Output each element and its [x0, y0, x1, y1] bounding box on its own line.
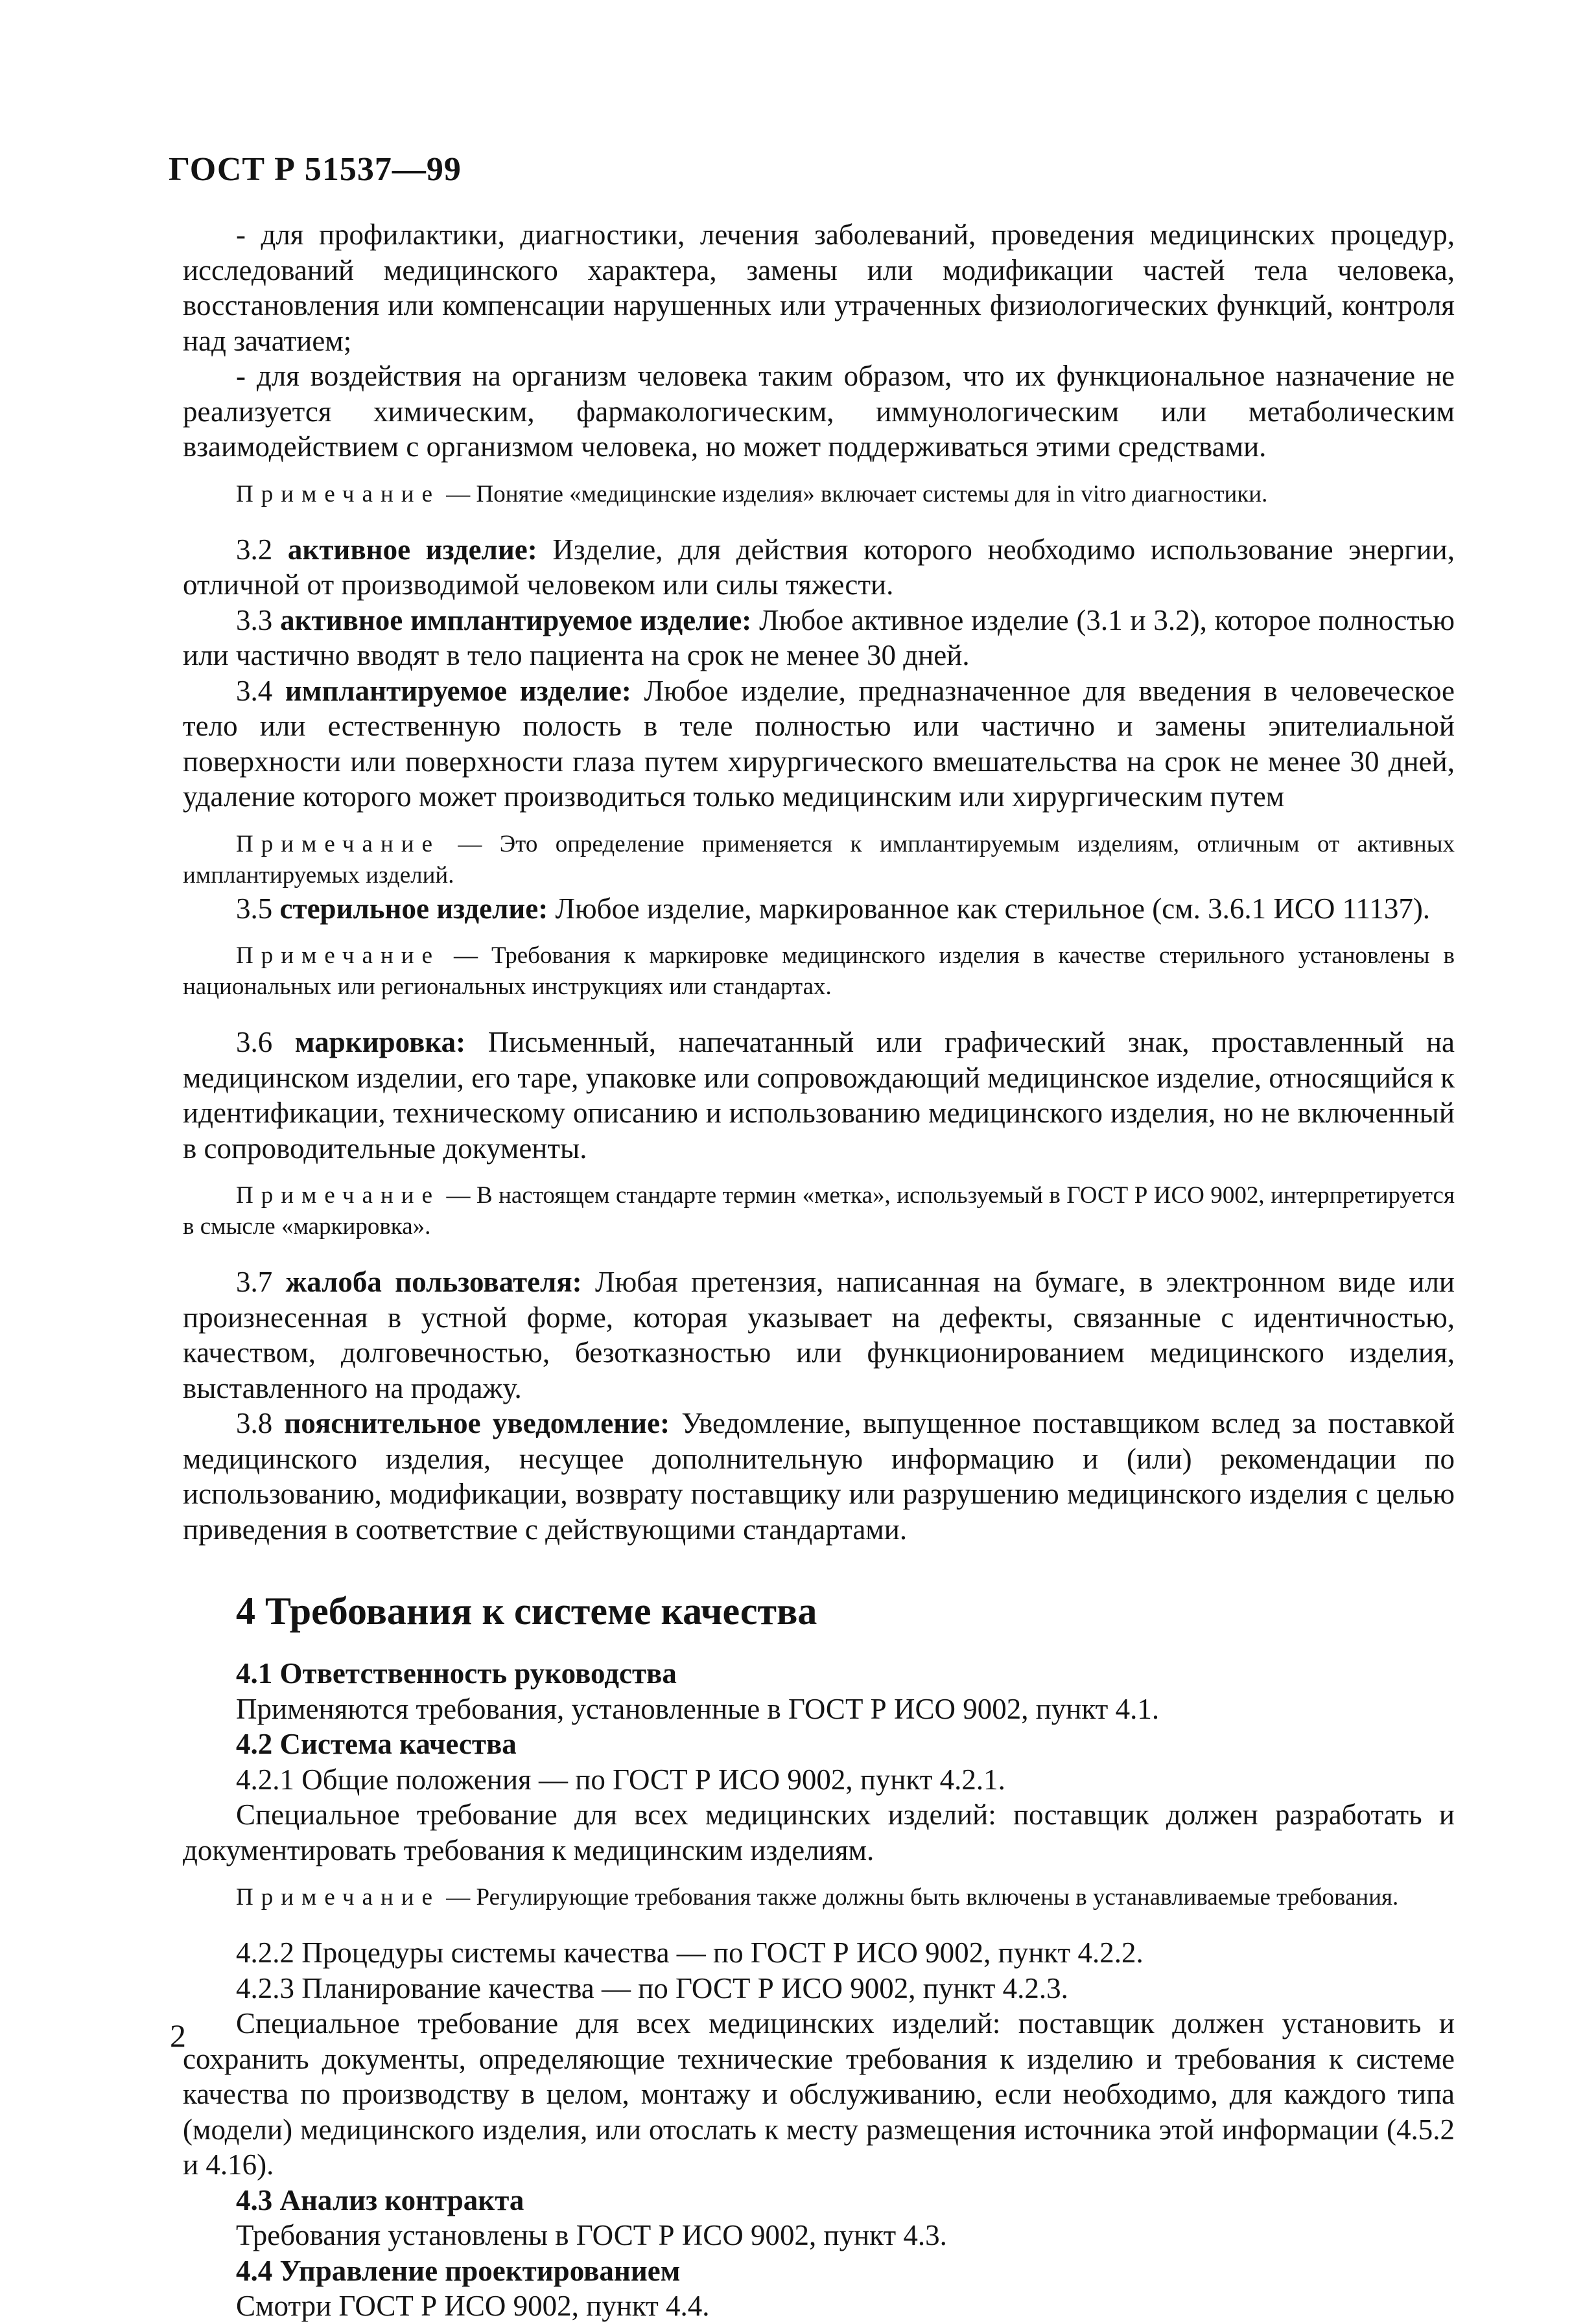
clause-number: 3.2 [236, 533, 273, 566]
note-paragraph [183, 1882, 1455, 1913]
standard-code-header: ГОСТ Р 51537—99 [169, 151, 462, 188]
note-label: Примечание [236, 480, 440, 507]
definition-text: Изделие, для действия которого необходимо использование энергии, отличной от производимой человеком или силы тяжести. [183, 533, 1455, 601]
clause-line: 4.2.2 Процедуры системы качества — по ГОСТ Р ИСО 9002, пункт 4.2.2. [236, 1936, 1144, 1969]
definition-text: Уведомление, выпущенное поставщиком вслед за поставкой медицинского изделия, несущее дополнительную информацию и (или) рекомендации по использованию, модификации, возврату поставщику или разрушению медицинского изделия с целью приведения в соответствие с действующими стандартами. [183, 1407, 1455, 1546]
defined-term: активное имплантируемое изделие: [280, 603, 752, 636]
clause-line: 4.2.1 Общие положения — по ГОСТ Р ИСО 9002, пункт 4.2.1. [236, 1763, 1005, 1796]
term-definition [183, 673, 1455, 815]
defined-term: пояснительное уведомление: [284, 1407, 670, 1439]
term-definition [183, 1025, 1455, 1166]
note-label: Примечание [236, 830, 440, 857]
definition-text: Любое изделие, маркированное как стерильное (см. 3.6.1 ИСО 11137). [548, 892, 1431, 925]
definition-text: Любое активное изделие (3.1 и 3.2), которое полностью или частично вводят в тело пациента на срок не менее 30 дней. [183, 603, 1455, 671]
subsection-heading: 4.3 Анализ контракта [236, 2183, 524, 2216]
body-paragraph: Специальное требование для всех медицинских изделий: поставщик должен разработать и документировать требования к медицинским изделиям. [183, 1798, 1455, 1866]
note-text: — Требования к маркировке медицинского изделия в качестве стерильного установлены в национальных или региональных инструкциях или стандартах. [183, 942, 1455, 1000]
note-text: — Понятие «медицинские изделия» включает системы для in vitro диагностики. [440, 480, 1268, 507]
note-label: Примечание [236, 1884, 440, 1911]
clause-number: 3.3 [236, 603, 273, 636]
note-paragraph [183, 829, 1455, 891]
clause-line: Применяются требования, установленные в ГОСТ Р ИСО 9002, пункт 4.1. [236, 1692, 1160, 1725]
note-paragraph [183, 479, 1455, 510]
term-definition [183, 891, 1455, 927]
definition-text: Любое изделие, предназначенное для введения в человеческое тело или естественную полость в теле полностью или частично и замены эпителиальной поверхности или поверхности глаза путем хирургического вмешательства на срок не менее 30 дней, удаление которого может производиться только медицинским или хирургическим путем [183, 674, 1455, 813]
defined-term: маркировка: [294, 1026, 466, 1058]
clause-line: 4.2.3 Планирование качества — по ГОСТ Р ИСО 9002, пункт 4.2.3. [236, 1971, 1068, 2004]
term-definition [183, 603, 1455, 673]
body-paragraph: Специальное требование для всех медицинских изделий: поставщик должен установить и сохранить документы, определяющие технические требования к изделию и требования к системе качества по производству в целом, монтажу и обслуживанию, если необходимо, для каждого типа (модели) медицинского изделия, или отослать к месту размещения источника этой информации (4.5.2 и 4.16). [183, 2007, 1455, 2181]
body-paragraph: - для воздействия на организм человека таким образом, что их функциональное назначение не реализуется химическим, фармакологическим, иммунологическим или метаболическим взаимодействием с организмом человека, но может поддерживаться этими средствами. [183, 360, 1455, 463]
note-paragraph [183, 940, 1455, 1003]
clause-number: 3.7 [236, 1266, 273, 1298]
page-number: 2 [170, 2017, 186, 2054]
clause-number: 3.5 [236, 892, 273, 925]
subsection-heading: 4.1 Ответственность руководства [236, 1657, 677, 1690]
note-text: — Это определение применяется к имплантируемым изделиям, отличным от активных имплантируемых изделий. [183, 830, 1455, 889]
defined-term: стерильное изделие: [279, 892, 548, 925]
note-text: — Регулирующие требования также должны быть включены в устанавливаемые требования. [440, 1884, 1399, 1911]
defined-term: имплантируемое изделие: [285, 674, 631, 707]
defined-term: активное изделие: [287, 533, 537, 566]
definition-text: Письменный, напечатанный или графический знак, проставленный на медицинском изделии, его таре, упаковке или сопровождающий медицинское изделие, относящийся к идентификации, техническому описанию и использованию медицинского изделия, но не включенный в сопроводительные документы. [183, 1026, 1455, 1165]
defined-term: жалоба пользователя: [285, 1266, 582, 1298]
section-heading: 4 Требования к системе качества [236, 1590, 817, 1633]
clause-number: 3.4 [236, 674, 273, 707]
term-definition [183, 532, 1455, 603]
note-paragraph [183, 1180, 1455, 1242]
note-text: — В настоящем стандарте термин «метка», используемый в ГОСТ Р ИСО 9002, интерпретируется в смысле «маркировка». [183, 1182, 1455, 1240]
page-content [183, 217, 1455, 2324]
note-label: Примечание [236, 1182, 440, 1209]
clause-number: 3.6 [236, 1026, 273, 1058]
subsection-heading: 4.2 Система качества [236, 1728, 517, 1760]
definition-text: Любая претензия, написанная на бумаге, в электронном виде или произнесенная в устной форме, которая указывает на дефекты, связанные с идентичностью, качеством, долговечностью, безотказностью или функционированием медицинского изделия, выставленного на продажу. [183, 1266, 1455, 1404]
note-label: Примечание [236, 942, 440, 969]
term-definition [183, 1264, 1455, 1406]
clause-number: 3.8 [236, 1407, 273, 1439]
clause-line: Требования установлены в ГОСТ Р ИСО 9002, пункт 4.3. [236, 2219, 947, 2251]
body-paragraph: - для профилактики, диагностики, лечения заболеваний, проведения медицинских процедур, исследований медицинского характера, замены или модификации частей тела человека, восстановления или компенсации нарушенных или утраченных физиологических функций, контроля над зачатием; [183, 218, 1455, 357]
term-definition [183, 1406, 1455, 1547]
clause-line: Смотри ГОСТ Р ИСО 9002, пункт 4.4. [236, 2290, 710, 2322]
subsection-heading: 4.4 Управление проектированием [236, 2254, 681, 2287]
